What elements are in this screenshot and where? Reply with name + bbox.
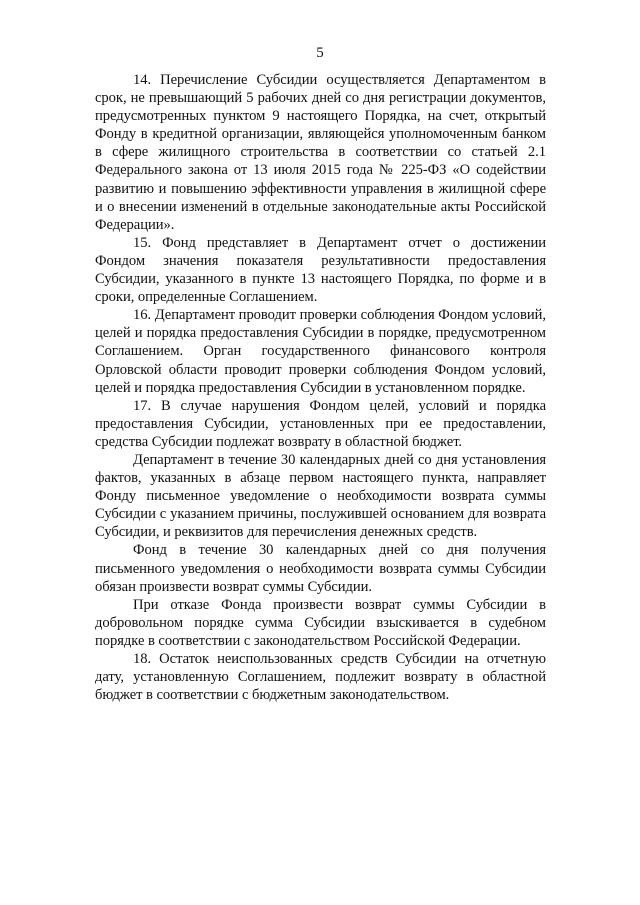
paragraph-17: 17. В случае нарушения Фондом целей, условий и порядка предоставления Субсидии, установленных при ее предоставлении, средства Субсидии подлежат возврату в областной бюджет.	[95, 397, 546, 450]
page-number: 5	[316, 45, 324, 61]
document-body	[95, 71, 546, 704]
paragraph-16: 16. Департамент проводит проверки соблюдения Фондом условий, целей и порядка предоставления Субсидии в порядке, предусмотренном Соглашением. Орган государственного финансового контроля Орловской области проводит проверки соблюдения Фондом условий, целей и порядка предоставления Субсидии в установленном порядке.	[95, 307, 546, 396]
paragraph-17-notification: Департамент в течение 30 календарных дней со дня установления фактов, указанных в абзаце первом настоящего пункта, направляет Фонду письменное уведомление о необходимости возврата суммы Субсидии с указанием причины, послужившей основанием для возврата Субсидии, и реквизитов для перечисления денежных средств.	[95, 451, 546, 541]
paragraph-17-repayment: Фонд в течение 30 календарных дней со дня получения письменного уведомления о необходимости возврата суммы Субсидии обязан произвести возврат суммы Субсидии.	[95, 542, 546, 595]
paragraph-15: 15. Фонд представляет в Департамент отчет о достижении Фондом значения показателя результативности предоставления Субсидии, указанного в пункте 13 настоящего Порядка, по форме и в сроки, определенные Соглашением.	[95, 234, 546, 306]
paragraph-14: 14. Перечисление Субсидии осуществляется Департаментом в срок, не превышающий 5 рабочих дней со дня регистрации документов, предусмотренных пунктом 9 настоящего Порядка, на счет, открытый Фонду в кредитной организации, являющейся уполномоченным банком в сфере жилищного строительства в соответствии со статьей 2.1 Федерального закона от 13 июля 2015 года № 225-ФЗ «О содействии развитию и повышению эффективности управления в жилищной сфере и о внесении изменений в отдельные законодательные акты Российской Федерации».	[95, 72, 546, 233]
paragraph-18: 18. Остаток неиспользованных средств Субсидии на отчетную дату, установленную Соглашением, подлежит возврату в областной бюджет в соответствии с бюджетным законодательством.	[95, 651, 546, 704]
paragraph-17-refusal: При отказе Фонда произвести возврат суммы Субсидии в добровольном порядке сумма Субсидии взыскивается в судебном порядке в соответствии с законодательством Российской Федерации.	[95, 596, 546, 649]
